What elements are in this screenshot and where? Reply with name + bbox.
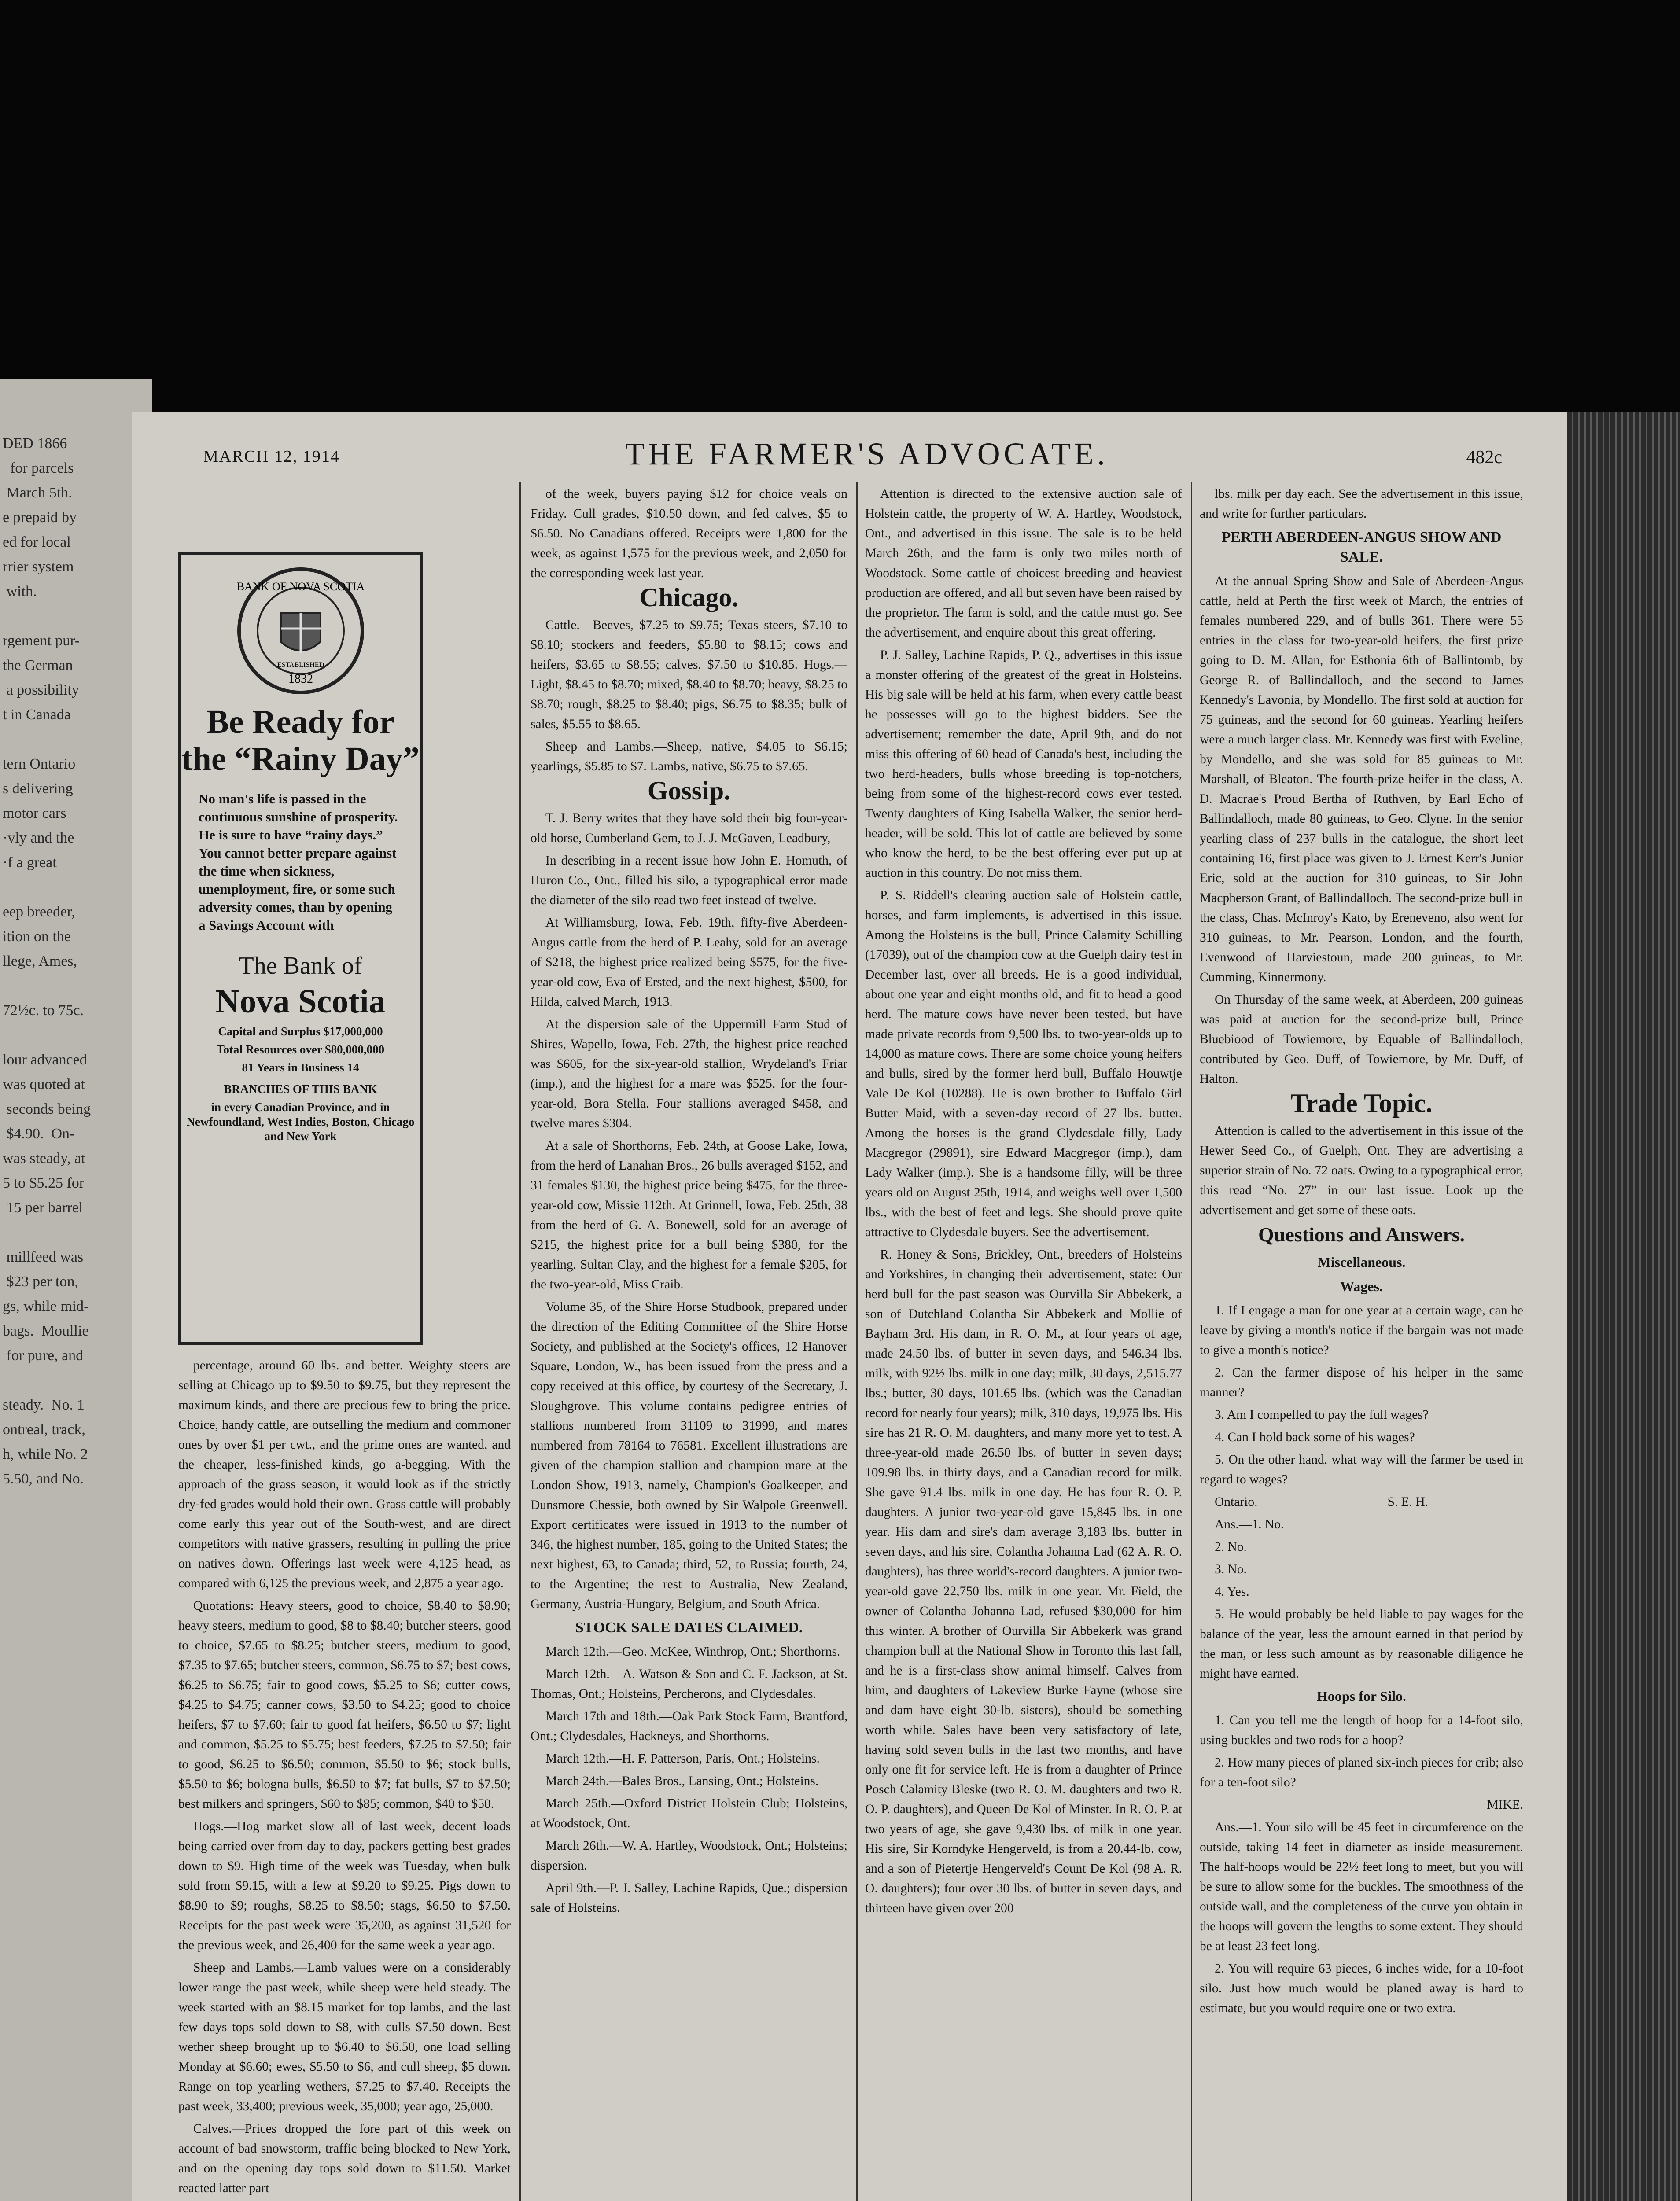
- previous-page-fragment: [0, 379, 152, 2201]
- sale-date-item: March 12th.—A. Watson & Son and C. F. Jackson, at St. Thomas, Ont.; Holsteins, Percherons, and Clydesdales.: [531, 1667, 847, 1701]
- page-number: 482c: [1466, 447, 1502, 467]
- bank-seal-icon: [235, 565, 367, 697]
- answer-item: 5. He would probably be held liable to pay wages for the balance of the year, less the amount earned in that period by the man, or less such amount as by reasonable diligence he might have earned.: [1200, 1607, 1523, 1681]
- bank-name-line2: Nova Scotia: [215, 983, 386, 1020]
- question-item: 1. Can you tell me the length of hoop for a 14-foot silo, using buckles and two rods for a hoop?: [1200, 1713, 1523, 1747]
- sale-date-item: March 12th.—H. F. Patterson, Paris, Ont.; Holsteins.: [545, 1752, 820, 1766]
- article-paragraph: Attention is called to the advertisement in this issue of the Hewer Seed Co., of Guelph, Ont. They are advertising a superior strain of No. 72 oats. Owing to a typographical error, this read “No. 27” in our last issue. Look up the advertisement and get some of these oats.: [1200, 1124, 1523, 1217]
- article-paragraph: Volume 35, of the Shire Horse Studbook, prepared under the direction of the Editing Committee of the Shire Horse Society, and published at the Society's offices, 12 Hanover Square, London, W., has been issued from the press and a copy received at this office, by courtesy of the Secretary, J. Sloughgrove. This volume contains pedigree entries of stallions numbered from 31109 to 31999, and mares numbered from 78164 to 76581. Excellent illustrations are given of the champion stallion and champion mare at the London Show, 1913, namely, Champion's Goalkeeper, and Dunsmore Chessie, both owned by Sir Walpole Greenwell. Export certificates were issued in 1913 to the number of 346, the highest number, 185, going to the United States; the next highest, 63, to Canada; third, 52, to Russia; fourth, 24, to the Argentine; the rest to Australia, New Zealand, Germany, Austria-Hungary, Belgium, and South Africa.: [531, 1300, 847, 1611]
- section-heading-chicago: Chicago.: [639, 583, 739, 612]
- question-item: 2. Can the farmer dispose of his helper in the same manner?: [1200, 1366, 1523, 1399]
- article-paragraph: Calves.—Prices dropped the fore part of this week on account of bad snowstorm, traffic being blocked to New York, and on the opening day tops sold down to $11.50. Market reacted latter part: [178, 2122, 511, 2195]
- hoops-heading: Hoops for Silo.: [1317, 1688, 1406, 1704]
- issue-date: MARCH 12, 1914: [203, 447, 340, 466]
- questions-heading: Questions and Answers.: [1258, 1223, 1465, 1246]
- column-4: [1200, 484, 1523, 2201]
- answer-item: Ans.—1. No.: [1215, 1517, 1284, 1531]
- article-paragraph: Hogs.—Hog market slow all of last week, decent loads being carried over from day to day, packers getting best grades down to $9. High time of the week was Tuesday, when bulk sold from $9.15, with a few at $9.20 to $9.25. Pigs down to $8.90 to $9; roughs, $8.25 to $8.50; stags, $6.50 to $7.50. Receipts for the past week were 35,200, as against 31,520 for the previous week, and 26,400 for the same week a year ago.: [178, 1819, 511, 1952]
- question-signature: MIKE.: [1487, 1798, 1523, 1812]
- column-3: [865, 484, 1182, 2201]
- bank-name-line1: The Bank of: [239, 952, 362, 979]
- question-signature: Ontario. S. E. H.: [1215, 1495, 1429, 1509]
- seal-year: 1832: [288, 672, 313, 686]
- seal-established: ESTABLISHED: [277, 661, 324, 669]
- sale-date-item: March 25th.—Oxford District Holstein Club; Holsteins, at Woodstock, Ont.: [531, 1796, 847, 1830]
- article-paragraph: Quotations: Heavy steers, good to choice, $8.40 to $8.90; heavy steers, medium to good, $8 to $8.40; butcher steers, good to choice, $7.65 to $8.25; butcher steers, medium to good, $7.35 to $7.65; butcher steers, common, $6.75 to $7; best cows, $6.25 to $6.75; fair to good cows, $5.25 to $6; cutter cows, $4.25 to $4.75; canner cows, $3.50 to $4.25; good to choice heifers, $7 to $7.60; fair to good fat heifers, $6.50 to $7; light and common, $5.25 to $5.75; best feeders, $7.25 to $7.50; fair to good, $6.25 to $6.50; common, $5.50 to $6; stock bulls, $5.50 to $6; bologna bulls, $6.50 to $7; fat bulls, $7 to $7.50; best milkers and springers, $60 to $85; common, $40 to $50.: [178, 1599, 511, 1811]
- column-rule: [519, 482, 521, 2201]
- article-paragraph: Sheep and Lambs.—Lamb values were on a considerably lower range the past week, while sheep were held steady. The week started with an $8.15 market for top lambs, and the last few days tops sold down to $8, with culls $7.50 down. Best wether sheep brought up to $6.40 to $6.50, one load selling Monday at $6.60; ewes, $5.50 to $6, and cull sheep, $5 down. Range on top yearling wethers, $7.25 to $7.40. Receipts the past week, 33,400; previous week, 35,000; year ago, 25,000.: [178, 1961, 511, 2113]
- question-item: 3. Am I compelled to pay the full wages?: [1215, 1408, 1429, 1422]
- stock-sale-heading: STOCK SALE DATES CLAIMED.: [575, 1619, 803, 1636]
- sale-date-item: March 17th and 18th.—Oak Park Stock Farm, Brantford, Ont.; Clydesdales, Hackneys, and Shorthorns.: [531, 1709, 847, 1743]
- seal-text: BANK OF NOVA SCOTIA: [236, 580, 365, 593]
- article-paragraph: percentage, around 60 lbs. and better. Weighty steers are selling at Chicago up to $9.50 to $9.75, but they represent the maximum kinds, and there are precious few to bring the price. Choice, handy cattle, are outselling the medium and commoner ones by over $1 per cwt., and the prime ones are wanted, and the cheaper, less-finished kinds, go a-begging. With the approach of the grass season, it would look as if the strictly dry-fed grades would hold their own. Grass cattle will probably come early this year out of the South-west, and are direct competitors with native grassers, resulting in pulling the price on natives down. Offerings last week were 4,125 head, as compared with 6,125 the previous week, and 2,875 a year ago.: [178, 1358, 511, 1590]
- article-paragraph: R. Honey & Sons, Brickley, Ont., breeders of Holsteins and Yorkshires, in changing their advertisement, state: Our herd bull for the past season was Ourvilla Sir Abbekerk, a son of Dutchland Colantha Sir Abbekerk and Mollie of Bayham 3rd. His dam, in R. O. M., at four years of age, made 24.50 lbs. of butter in seven days, and 546.34 lbs. milk, with 92½ lbs. milk in one day; milk, 30 days, 2,515.77 lbs.; butter, 30 days, 101.65 lbs. (which was the Canadian record for nearly four years); milk, 310 days, 19,975 lbs. His sire has 21 R. O. M. daughters, and many more yet to test. A three-year-old made 26.50 lbs. of butter in seven days; 109.98 lbs. in thirty days, and a Canadian record for milk. She gave 91.4 lbs. milk in one day. He has four R. O. P. daughters. A junior two-year-old gave 15,845 lbs. in one year. His dam and sire's dam average 3,183 lbs. butter in seven days, and his sire, Colantha Johanna Lad (62 A. R. O. daughters), has three world's-record daughters. A junior two-year-old gave 22,750 lbs. milk in one year. Mr. Field, the owner of Colantha Johanna Lad, refused $30,000 for him this winter. A brother of Ourvilla Sir Abbekerk was grand champion bull at the National Show in Toronto this last fall, and he is a first-class show animal himself. Calves from him, and daughters of Lakeview Burke Fayne (whose sire and dam have eight 30-lb. sisters), should be something worth while. Sales have been very satisfactory of late, having sold seven bulls in the last two months, and have only one fit for service left. He is from a daughter of Prince Posch Calamity Bleske (two R. O. M. daughters and two R. O. P. daughters), and Queen De Kol of Minster. In R. O. P. at two years of age, she gave 9,430 lbs. of milk in one year. His sire, Sir Korndyke Hengerveld, is from a 20.44-lb. cow, and a son of Pietertje Hengerveld's Count De Kol (98 A. R. O. daughters); four over 30 lbs. of butter in seven days, and thirteen have given over 200: [865, 1248, 1182, 1915]
- questions-subheading: Miscellaneous.: [1317, 1254, 1406, 1270]
- article-paragraph: P. S. Riddell's clearing auction sale of Holstein cattle, horses, and farm implements, is advertised in this issue. Among the Holsteins is the bull, Prince Calamity Schilling (17039), out of the champion cow at the Guelph dairy test in December last, over all breeds. He is a good individual, about one year and eight months old, and fit to head a good herd. The mature cows have never been tested, but have made private records from 9,500 lbs. to two-year-olds up to 14,000 as mature cows. There are some choice young heifers and bulls, sired by the former herd bull, Buffalo Houwtje Vale De Kol (10288). He is own brother to Buffalo Girl Butter Maid, with a seven-day record of 27 lbs. butter. Among the horses is the grand Clydesdale filly, Lady Macgregor (29891), sire Edward Macgregor (imp.), dam Lady Walker (imp.). She is a handsome filly, will be three years old on August 25th, 1914, and weighs well over 1,500 lbs., with the best of feet and legs. She should prove quite attractive to Clydesdale buyers. See the advertisement.: [865, 888, 1182, 1239]
- column-rule: [1191, 482, 1192, 2201]
- article-paragraph: P. J. Salley, Lachine Rapids, P. Q., advertises in this issue a monster offering of the greatest of the great in Holsteins. His big sale will be held at his farm, when every cattle beast he possesses will go to the highest bidders. See the advertisement; remember the date, April 9th, and do not miss this offering of 60 head of Canada's best, including the two herd-headers, bulls whose breeding is top-notchers, being from some of the highest-record cows ever tested. Twenty daughters of King Isabella Walker, the senior herd-header, will be sold. This lot of cattle are believed by some who know the herd, to be the best offering ever put up at auction in this country. Do not miss them.: [865, 648, 1182, 880]
- perth-heading: PERTH ABERDEEN-ANGUS SHOW AND SALE.: [1221, 529, 1502, 565]
- article-paragraph: of the week, buyers paying $12 for choice veals on Friday. Cull grades, $10.50 down, and fed calves, $5 to $6.50. No Canadians offered. Receipts were 1,800 for the week, as against 1,575 for the previous week, and 2,050 for the corresponding week last year.: [531, 487, 847, 580]
- question-item: 5. On the other hand, what way will the farmer be used in regard to wages?: [1200, 1453, 1523, 1487]
- sale-date-item: April 9th.—P. J. Salley, Lachine Rapids, Que.; dispersion sale of Holsteins.: [531, 1881, 847, 1915]
- column-rule: [856, 482, 858, 2201]
- bank-capital: Capital and Surplus $17,000,000: [218, 1025, 383, 1038]
- sale-date-item: March 12th.—Geo. McKee, Winthrop, Ont.; Shorthorns.: [545, 1645, 840, 1659]
- ad-body: No man's life is passed in the continuous sunshine of prosperity. He is sure to have “rainy days.” You cannot better prepare against the time when sickness, unemployment, fire, or some such adversity comes, than by opening a Savings Account with: [199, 791, 398, 933]
- article-paragraph: Attention is directed to the extensive auction sale of Holstein cattle, the property of W. A. Hartley, Woodstock, Ont., and advertised in this issue. The sale is to be held March 26th, and the farm is only two miles north of Woodstock. Some cattle of choicest breeding and heaviest production are offered, and all but seven have been raised by the proprietor. The farm is sold, and the cattle must go. See the advertisement, and enquire about this great offering.: [865, 487, 1182, 640]
- column-1: [178, 1356, 511, 2201]
- answer-item: 2. No.: [1215, 1540, 1247, 1554]
- article-paragraph: lbs. milk per day each. See the advertisement in this issue, and write for further particulars.: [1200, 487, 1523, 521]
- newspaper-page: [132, 412, 1568, 2201]
- article-paragraph: Sheep and Lambs.—Sheep, native, $4.05 to $6.15; yearlings, $5.85 to $7. Lambs, native, $6.75 to $7.65.: [531, 740, 847, 773]
- branches-list: in every Canadian Province, and in Newfoundland, West Indies, Boston, Chicago and New York: [186, 1100, 415, 1143]
- article-paragraph: T. J. Berry writes that they have sold their big four-year-old horse, Cumberland Gem, to J. J. McGaven, Leadbury,: [531, 811, 847, 845]
- article-paragraph: At a sale of Shorthorns, Feb. 24th, at Goose Lake, Iowa, from the herd of Lanahan Bros., 26 bulls averaged $152, and 31 females $130, the highest price being $475, for the three-year-old cow, Missie 112th. At Grinnell, Iowa, Feb. 25th, 38 from the herd of G. A. Bonewell, sold for an average of $215, the highest price for a bull being $380, for the yearling, Sultan Clay, and the highest for a female $205, for the two-year-old, Miss Craib.: [531, 1139, 847, 1292]
- article-paragraph: At the dispersion sale of the Uppermill Farm Stud of Shires, Wapello, Iowa, Feb. 27th, the highest price reached was $605, for the six-year-old stallion, Wrydeland's Friar (imp.), and the highest for a mare was $525, for the four-year-old, Bora Stella. Four stallions averaged $458, and twelve mares $304.: [531, 1017, 847, 1130]
- previous-page-text: DED 1866 for parcels March 5th. e prepaid by ed for local rrier system with. rgement pur- the German a possibility t in Canada tern Ontario s delivering motor cars ·vly and the ·f a great eep breeder, ition on the llege, Ames, 72½c. to 75c. lour advanced was quoted at seconds being $4.90. On- was steady, at 5 to $5.25 for 15 per barrel millfeed was $23 per ton, gs, while mid- bags. Moullie for pure, and steady. No. 1 ontreal, track, h, while No. 2 5.50, and No.: [3, 435, 91, 1487]
- sale-date-item: March 26th.—W. A. Hartley, Woodstock, Ont.; Holsteins; dispersion.: [531, 1839, 847, 1873]
- bank-advertisement: [178, 552, 423, 1345]
- article-paragraph: At Williamsburg, Iowa, Feb. 19th, fifty-five Aberdeen-Angus cattle from the herd of P. Leahy, sold for an average of $218, the highest price realized being $575, for the five-year-old cow, Eva of Ersted, and the next highest, $500, for Hilda, calved March, 1913.: [531, 916, 847, 1009]
- answer-item: 3. No.: [1215, 1562, 1247, 1576]
- sale-date-item: March 24th.—Bales Bros., Lansing, Ont.; Holsteins.: [545, 1774, 819, 1788]
- article-paragraph: At the annual Spring Show and Sale of Aberdeen-Angus cattle, held at Perth the first week of March, the entries of females numbered 229, and of bulls 361. There were 55 entries in the class for two-year-old heifers, the first prize going to D. M. Allan, for Esthonia 6th of Ballintomb, by George R. of Ballindalloch, and the second to James Kennedy's Lavonia, by Mondello. The first sold at auction for 75 guineas, and the second for 60 guineas. Yearling heifers were a much larger class. Mr. Kennedy was first with Eveline, by Mondello, and she was sold for 85 guineas to Mr. Marshall, of Bleaton. The fourth-prize heifer in the class, A. D. Macrae's Proud Bertha of Ruthven, by Earl Echo of Ballindalloch, made 80 guineas, to Geo. Clyne. In the senior yearling class of 237 bulls in the catalogue, the short leet containing 16, first place was given to J. Ernest Kerr's Junior Eric, sold at the auction for 310 guineas, to Sir John Macpherson Grant, of Ballindalloch. The second-prize bull in the class, Chas. McInroy's Kato, by Ereneveno, also went for 310 guineas, to Mr. Pearson, London, and the fourth, Evenwood of Harviestoun, made 200 guineas, to Mr. Cumming, Kinnermony.: [1200, 574, 1523, 984]
- question-item: 2. How many pieces of planed six-inch pieces for crib; also for a ten-foot silo?: [1200, 1756, 1523, 1789]
- section-heading-gossip: Gossip.: [647, 776, 731, 805]
- ad-headline: Be Ready for the “Rainy Day”: [181, 703, 420, 777]
- book-page-edges: [1567, 412, 1680, 2201]
- article-paragraph: Cattle.—Beeves, $7.25 to $9.75; Texas steers, $7.10 to $8.10; stockers and feeders, $5.80 to $8.15; cows and heifers, $3.65 to $8.55; calves, $7.50 to $10.85. Hogs.—Light, $8.45 to $8.70; mixed, $8.40 to $8.70; heavy, $8.25 to $8.70; rough, $8.25 to $8.40; pigs, $6.75 to $8.35; bulk of sales, $5.55 to $8.65.: [531, 618, 847, 731]
- answer-item: 4. Yes.: [1215, 1585, 1249, 1599]
- branches-title: BRANCHES OF THIS BANK: [224, 1082, 377, 1096]
- question-item: 4. Can I hold back some of his wages?: [1215, 1430, 1415, 1444]
- article-paragraph: In describing in a recent issue how John E. Homuth, of Huron Co., Ont., filled his silo, a typographical error made the diameter of the silo read two feet instead of twelve.: [531, 854, 847, 907]
- bank-resources: Total Resources over $80,000,000: [216, 1043, 385, 1056]
- article-paragraph: On Thursday of the same week, at Aberdeen, 200 guineas was paid at auction for the second-prize bull, Prince Bluebiood of Towiemore, by Equable of Ballindalloch, contributed by Geo. Duff, of Towiemore, by Mr. Duff, of Halton.: [1200, 993, 1523, 1086]
- question-item: 1. If I engage a man for one year at a certain wage, can he leave by giving a month's notice if the bargain was not made to give a month's notice?: [1200, 1303, 1523, 1357]
- answer-item: 2. You will require 63 pieces, 6 inches wide, for a 10-foot silo. Just how much would be planed away is hard to estimate, but you would require one or two extra.: [1200, 1962, 1523, 2015]
- bank-years: 81 Years in Business 14: [242, 1061, 359, 1074]
- answer-item: Ans.—1. Your silo will be 45 feet in circumference on the outside, taking 14 feet in diameter as inside measurement. The half-hoops would be 22½ feet long to meet, but you will be sure to allow some for the buckles. The smoothness of the outside wall, and the completeness of the curve you obtain in the hoops will govern the lengths to some extent. They should be at least 23 feet long.: [1200, 1820, 1523, 1953]
- wages-heading: Wages.: [1340, 1278, 1383, 1294]
- masthead-title: THE FARMER'S ADVOCATE.: [625, 436, 1109, 471]
- trade-topic-heading: Trade Topic.: [1290, 1089, 1433, 1118]
- column-2: [531, 484, 847, 2201]
